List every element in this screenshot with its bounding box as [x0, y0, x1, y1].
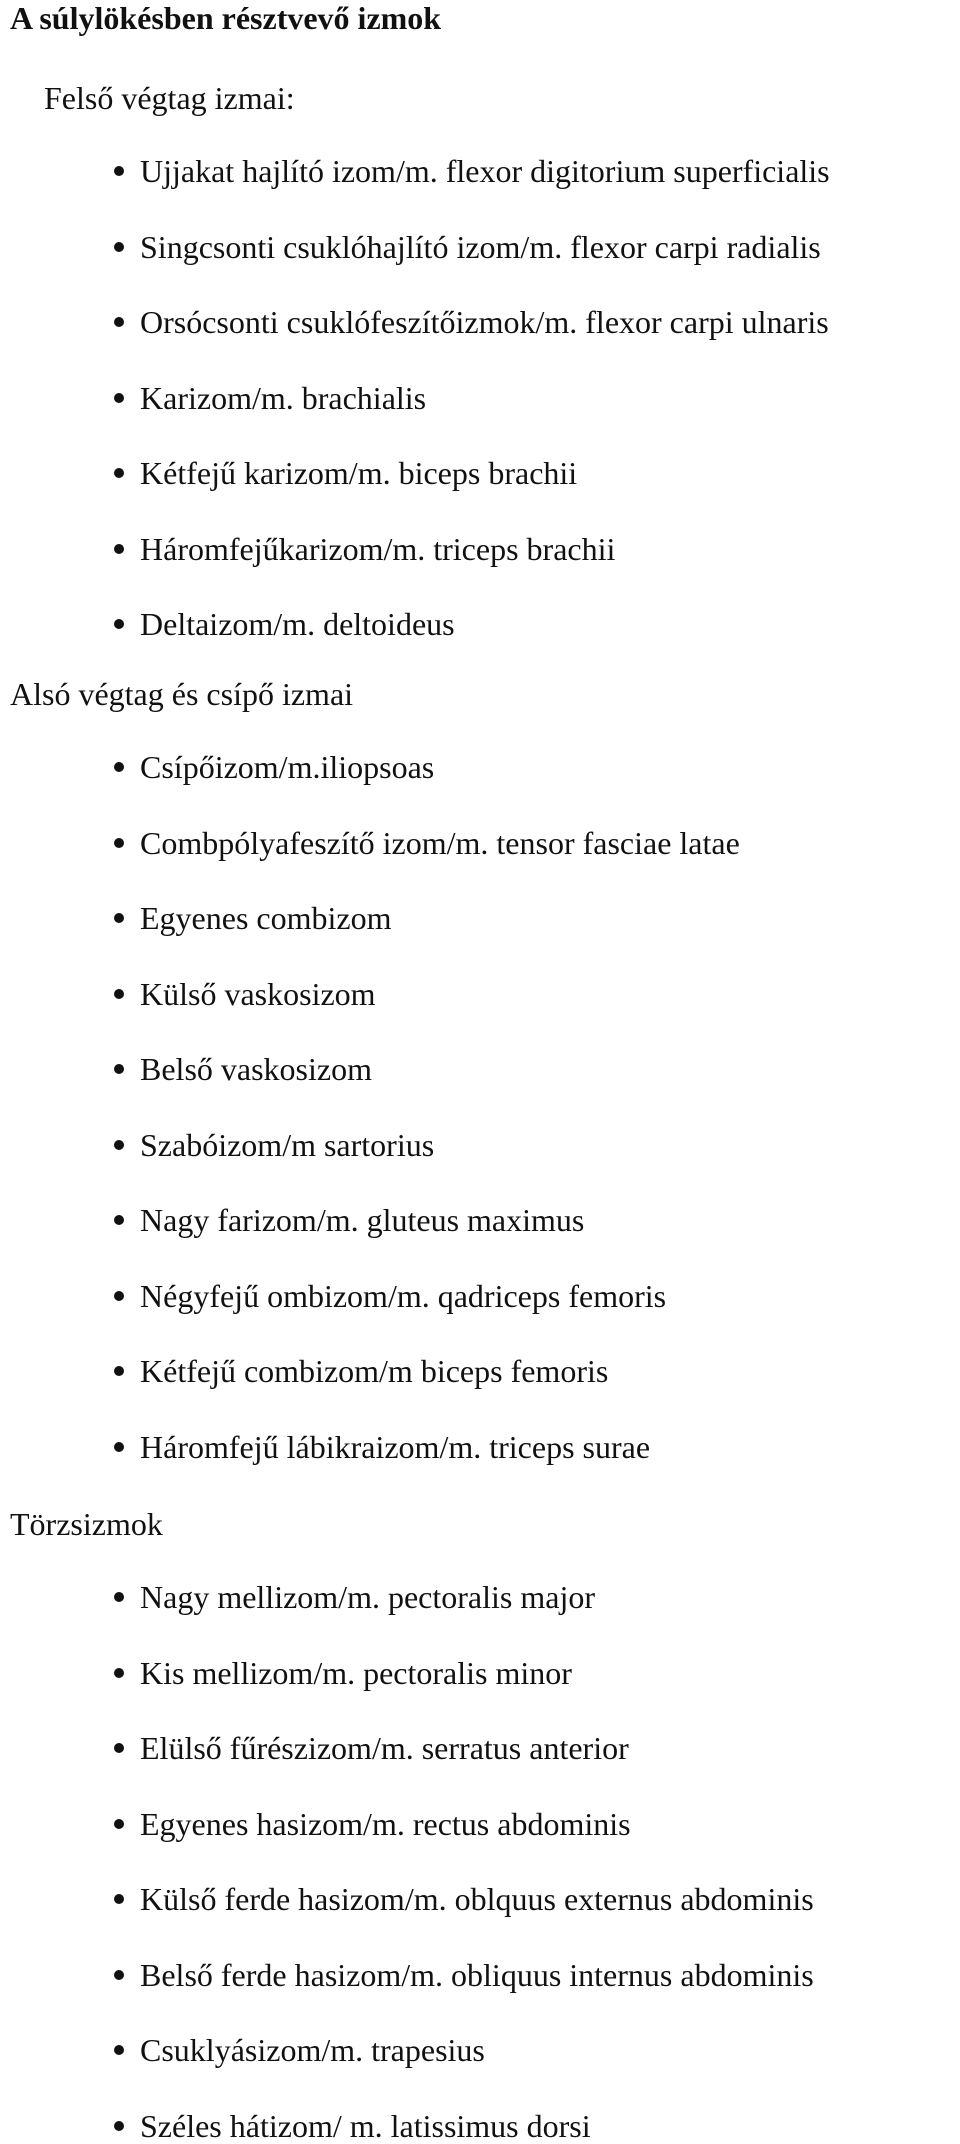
- bullet-icon: [114, 838, 124, 848]
- list-item: [0, 1278, 960, 1314]
- list-item-text: Háromfejűkarizom/m. triceps brachii: [140, 530, 616, 567]
- bullet-icon: [114, 1819, 124, 1829]
- list-item: [0, 1051, 960, 1087]
- section-heading-upper-limb: Felső végtag izmai:: [44, 80, 295, 116]
- bullet-icon: [114, 1140, 124, 1150]
- bullet-icon: [114, 989, 124, 999]
- list-item-text: Egyenes combizom: [140, 900, 392, 936]
- list-item-text: Széles hátizom/ m. latissimus dorsi: [140, 2107, 591, 2144]
- bullet-icon: [114, 1668, 124, 1678]
- bullet-icon: [114, 619, 124, 629]
- list-item-text: Külső vaskosizom: [140, 975, 376, 1012]
- bullet-icon: [114, 1592, 124, 1602]
- list-item-text: Kis mellizom/m. pectoralis minor: [140, 1654, 572, 1691]
- list-item-text: Csípőizom/m.iliopsoas: [140, 749, 435, 785]
- list-item: [0, 455, 960, 491]
- list-item: [0, 1429, 960, 1465]
- list-item-text: Külső ferde hasizom/m. oblquus externus abdominis: [140, 1881, 814, 1917]
- list-item: [0, 304, 960, 340]
- list-item-text: Combpólyafeszítő izom/m. tensor fasciae latae: [140, 824, 740, 861]
- list-item: [0, 1579, 960, 1615]
- list-item: [0, 1957, 960, 1993]
- list-item: [0, 2108, 960, 2144]
- list-item: [0, 1353, 960, 1389]
- bullet-icon: [114, 317, 124, 327]
- list-item-text: Elülső fűrészizom/m. serratus anterior: [140, 1730, 629, 1766]
- section-heading-lower-limb: Alsó végtag és csípő izmai: [10, 676, 354, 712]
- bullet-icon: [114, 544, 124, 554]
- list-item: [0, 749, 960, 785]
- bullet-icon: [114, 2045, 124, 2055]
- list-item-text: Deltaizom/m. deltoideus: [140, 606, 455, 642]
- bullet-icon: [114, 393, 124, 403]
- list-item-text: Kétfejű combizom/m biceps femoris: [140, 1353, 609, 1389]
- list-item: [0, 2032, 960, 2068]
- bullet-icon: [114, 166, 124, 176]
- list-item-text: Szabóizom/m sartorius: [140, 1126, 435, 1163]
- bullet-icon: [114, 1215, 124, 1225]
- bullet-icon: [114, 1366, 124, 1376]
- bullet-icon: [114, 913, 124, 923]
- list-item: [0, 1730, 960, 1766]
- list-item-text: Singcsonti csuklóhajlító izom/m. flexor carpi radialis: [140, 228, 821, 265]
- list-item: [0, 606, 960, 642]
- bullet-icon: [114, 762, 124, 772]
- list-item-text: Orsócsonti csuklófeszítőizmok/m. flexor carpi ulnaris: [140, 304, 829, 340]
- bullet-icon: [114, 1442, 124, 1452]
- list-item: [0, 900, 960, 936]
- list-item-text: Belső vaskosizom: [140, 1051, 372, 1087]
- list-item-text: Belső ferde hasizom/m. obliquus internus abdominis: [140, 1956, 814, 1993]
- bullet-icon: [114, 468, 124, 478]
- list-item: [0, 380, 960, 416]
- bullet-icon: [114, 1970, 124, 1980]
- list-item: [0, 825, 960, 861]
- bullet-icon: [114, 2121, 124, 2131]
- list-item-text: Nagy mellizom/m. pectoralis major: [140, 1579, 595, 1615]
- list-item: [0, 1655, 960, 1691]
- list-item-text: Egyenes hasizom/m. rectus abdominis: [140, 1805, 631, 1842]
- list-item-text: Csuklyásizom/m. trapesius: [140, 2032, 485, 2068]
- page-title: A súlylökésben résztvevő izmok: [10, 0, 442, 36]
- bullet-icon: [114, 242, 124, 252]
- bullet-icon: [114, 1894, 124, 1904]
- bullet-icon: [114, 1743, 124, 1753]
- section-heading-trunk: Törzsizmok: [10, 1506, 163, 1542]
- list-item: [0, 1202, 960, 1238]
- list-item-text: Háromfejű lábikraizom/m. triceps surae: [140, 1428, 651, 1465]
- bullet-icon: [114, 1291, 124, 1301]
- list-item: [0, 153, 960, 189]
- list-item-text: Nagy farizom/m. gluteus maximus: [140, 1202, 585, 1238]
- list-item-text: Ujjakat hajlító izom/m. flexor digitorium superficialis: [140, 153, 830, 189]
- list-item-text: Kétfejű karizom/m. biceps brachii: [140, 455, 578, 491]
- list-item: [0, 1806, 960, 1842]
- list-item-text: Karizom/m. brachialis: [140, 379, 427, 416]
- list-item: [0, 976, 960, 1012]
- list-item: [0, 531, 960, 567]
- list-item: [0, 1127, 960, 1163]
- bullet-icon: [114, 1064, 124, 1074]
- list-item: [0, 229, 960, 265]
- list-item-text: Négyfejű ombizom/m. qadriceps femoris: [140, 1277, 667, 1314]
- list-item: [0, 1881, 960, 1917]
